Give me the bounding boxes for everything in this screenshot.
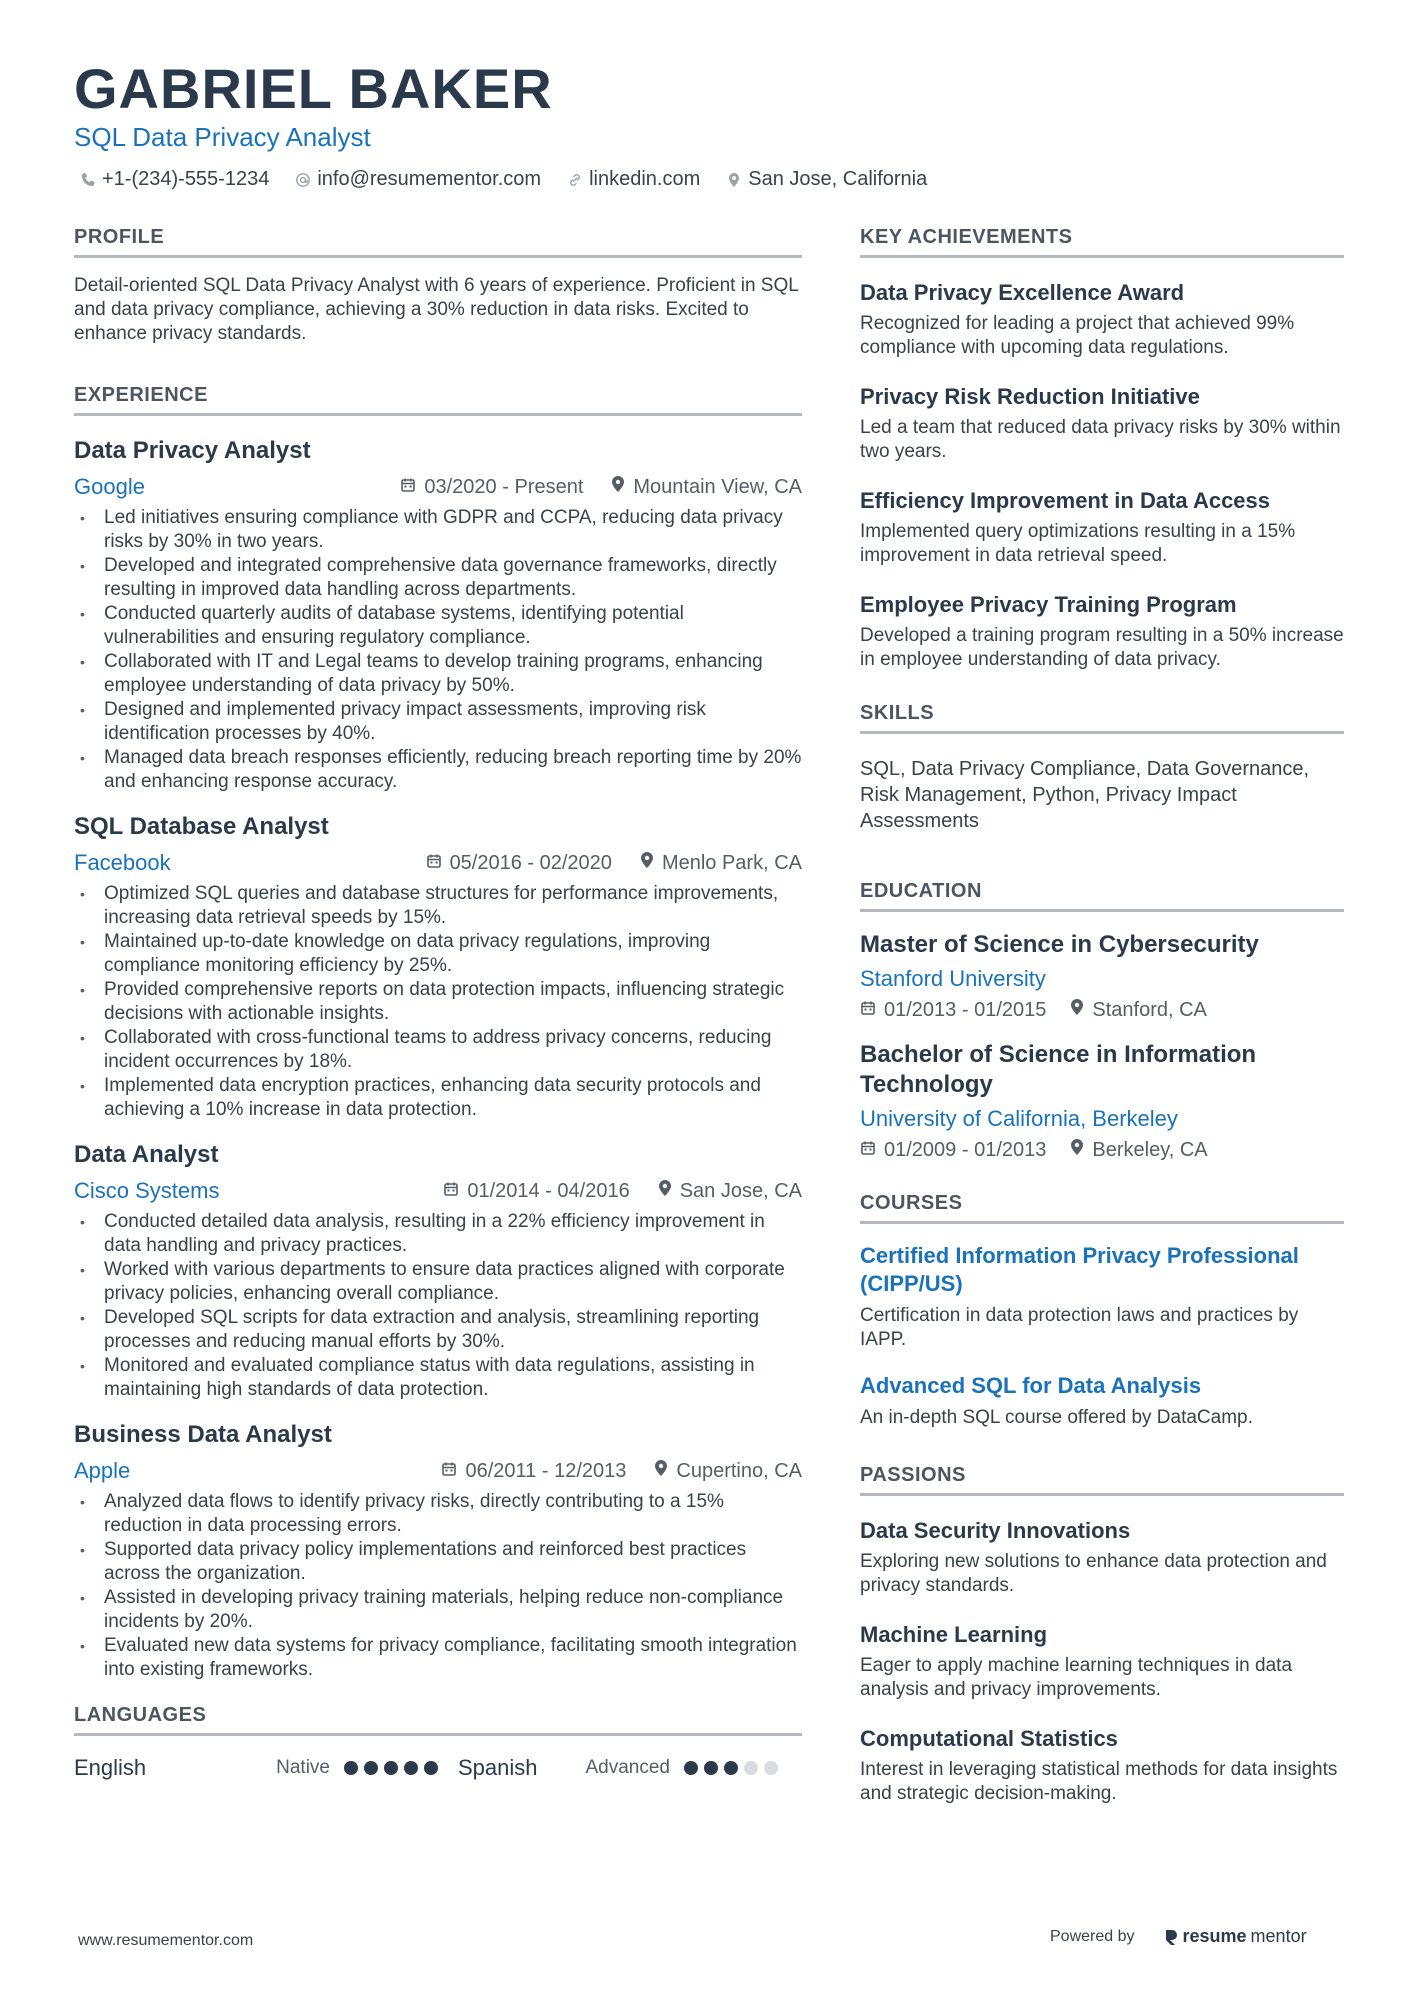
contact-location <box>726 168 927 191</box>
course-title: Certified Information Privacy Professional (CIPP/US) <box>860 1243 1299 1296</box>
date-range <box>860 1138 1046 1162</box>
proficiency-dot <box>724 1761 738 1775</box>
meta-row <box>400 475 802 499</box>
date-text: 06/2011 - 12/2013 <box>465 1459 627 1482</box>
date-range <box>400 475 583 499</box>
job-location <box>1070 998 1207 1022</box>
brand-mark-icon <box>1163 1928 1179 1946</box>
contact-phone <box>80 168 269 191</box>
achievement-title: Privacy Risk Reduction Initiative <box>860 384 1200 409</box>
passion-title: Computational Statistics <box>860 1726 1118 1751</box>
location-pin-icon <box>658 1179 672 1203</box>
location-text: Mountain View, CA <box>633 475 802 498</box>
bullet-item: • Designed and implemented privacy impact assessments, improving risk identification processes by 40%. <box>74 698 802 746</box>
achievement-item <box>860 486 1344 568</box>
experience-section <box>74 384 802 1682</box>
achievement-item <box>860 278 1344 360</box>
calendar-icon <box>441 1460 457 1483</box>
courses-section <box>860 1192 1344 1430</box>
course-desc: Certification in data protection laws and practices by IAPP. <box>860 1305 1299 1350</box>
passion-item <box>860 1724 1344 1806</box>
bullet-item: • Analyzed data flows to identify privacy risks, directly contributing to a 15% reduction in data processing errors. <box>74 1490 802 1538</box>
bullet-item: • Evaluated new data systems for privacy compliance, facilitating smooth integration into existing frameworks. <box>74 1634 802 1682</box>
degree-title: Master of Science in Cybersecurity <box>860 931 1259 958</box>
job-company-row <box>74 848 802 878</box>
school-name: University of California, Berkeley <box>860 1106 1178 1131</box>
brand-suffix: mentor <box>1250 1926 1307 1946</box>
date-range <box>443 1179 629 1203</box>
passion-item <box>860 1516 1344 1598</box>
candidate-name: GABRIEL BAKER <box>74 57 553 120</box>
skills-section <box>860 702 1344 834</box>
location-pin-icon <box>726 172 742 188</box>
achievement-title: Efficiency Improvement in Data Access <box>860 488 1271 513</box>
calendar-icon <box>860 1139 876 1162</box>
phone-icon <box>80 172 96 188</box>
job-company-row <box>74 1456 802 1486</box>
language-list <box>74 1748 802 1788</box>
passion-desc: Interest in leveraging statistical methods for data insights and strategic decision-making. <box>860 1759 1338 1804</box>
bullet-item: • Maintained up-to-date knowledge on data privacy regulations, improving compliance monitoring efficiency by 25%. <box>74 930 802 978</box>
course-item <box>860 1372 1344 1430</box>
job-location <box>658 1179 802 1203</box>
profile-heading: PROFILE <box>74 226 802 258</box>
meta-row <box>441 1459 802 1483</box>
bullet-item: • Supported data privacy policy implementations and reinforced best practices across the organization. <box>74 1538 802 1586</box>
candidate-title: SQL Data Privacy Analyst <box>74 122 371 152</box>
job-title: Business Data Analyst <box>74 1421 332 1448</box>
course-item <box>860 1242 1344 1352</box>
company-name: Apple <box>74 1458 131 1483</box>
brand-prefix: resume <box>1182 1926 1247 1946</box>
education-section <box>860 880 1344 1162</box>
left-column <box>74 226 802 1788</box>
location-text: San Jose, CA <box>679 1179 802 1202</box>
proficiency-dot <box>684 1761 698 1775</box>
brand-logo <box>1163 1926 1307 1947</box>
proficiency-dots <box>344 1761 438 1775</box>
date-range <box>860 998 1046 1022</box>
achievement-list <box>860 278 1344 672</box>
calendar-icon <box>400 476 416 499</box>
meta-row <box>860 998 1344 1022</box>
passion-desc: Exploring new solutions to enhance data protection and privacy standards. <box>860 1551 1327 1596</box>
location-pin-icon <box>640 851 654 875</box>
job-title: Data Privacy Analyst <box>74 437 311 464</box>
bullet-item: • Managed data breach responses efficiently, reducing breach reporting time by 20% and enhancing response accuracy. <box>74 746 802 794</box>
location-pin-icon <box>1070 998 1084 1022</box>
location-pin-icon <box>1070 1138 1084 1162</box>
bullet-item: • Conducted quarterly audits of database systems, identifying potential vulnerabilities and ensuring regulatory compliance. <box>74 602 802 650</box>
course-desc: An in-depth SQL course offered by DataCamp. <box>860 1407 1253 1428</box>
bullet-item: • Developed and integrated comprehensive data governance frameworks, directly resulting in improved data handling across departments. <box>74 554 802 602</box>
proficiency-dots <box>684 1761 778 1775</box>
skills-heading: SKILLS <box>860 702 1344 734</box>
location-pin-icon <box>611 475 625 499</box>
proficiency-dot <box>744 1761 758 1775</box>
achievements-heading: KEY ACHIEVEMENTS <box>860 226 1344 258</box>
bullet-item: • Monitored and evaluated compliance status with data regulations, assisting in maintaining high standards of data protection. <box>74 1354 802 1402</box>
contact-email[interactable] <box>295 168 541 191</box>
job-title: Data Analyst <box>74 1141 219 1168</box>
language-name: English <box>74 1755 147 1780</box>
date-range <box>441 1459 626 1483</box>
date-text: 01/2009 - 01/2013 <box>884 1138 1047 1161</box>
proficiency-dot <box>384 1761 398 1775</box>
bullet-item: • Conducted detailed data analysis, resulting in a 22% efficiency improvement in data handling and privacy practices. <box>74 1210 802 1258</box>
bullet-item: • Assisted in developing privacy training materials, helping reduce non-compliance incidents by 20%. <box>74 1586 802 1634</box>
company-name: Google <box>74 474 145 499</box>
bullet-item: • Optimized SQL queries and database structures for performance improvements, increasing data retrieval speeds by 15%. <box>74 882 802 930</box>
proficiency-dot <box>764 1761 778 1775</box>
job-bullets <box>74 506 802 794</box>
education-list <box>860 930 1344 1162</box>
email-text: info@resumementor.com <box>317 168 542 190</box>
profile-section <box>74 226 802 346</box>
achievement-title: Data Privacy Excellence Award <box>860 280 1185 305</box>
achievement-desc: Developed a training program resulting in a 50% increase in employee understanding of data privacy. <box>860 625 1344 670</box>
meta-row <box>443 1179 802 1203</box>
job-location <box>654 1459 802 1483</box>
date-text: 05/2016 - 02/2020 <box>449 851 612 874</box>
right-column <box>860 226 1344 1828</box>
job-location <box>611 475 802 499</box>
achievement-item <box>860 382 1344 464</box>
education-item <box>860 930 1344 1022</box>
job-bullets <box>74 1210 802 1402</box>
course-list <box>860 1242 1344 1430</box>
job-bullets <box>74 1490 802 1682</box>
job-entry <box>74 1140 802 1402</box>
language-level: Native <box>276 1757 330 1778</box>
achievement-desc: Led a team that reduced data privacy risks by 30% within two years. <box>860 417 1341 462</box>
language-level: Advanced <box>585 1757 670 1778</box>
location-pin-icon <box>654 1459 668 1483</box>
job-location <box>640 851 802 875</box>
languages-section <box>74 1704 802 1788</box>
language-name: Spanish <box>458 1755 538 1780</box>
date-text: 03/2020 - Present <box>424 475 584 498</box>
meta-row <box>426 851 802 875</box>
achievements-section <box>860 226 1344 672</box>
calendar-icon <box>860 999 876 1022</box>
proficiency-dot <box>404 1761 418 1775</box>
link-icon <box>567 172 583 188</box>
location-text: Stanford, CA <box>1092 998 1207 1021</box>
bullet-item: • Collaborated with cross-functional teams to address privacy concerns, reducing incident occurrences by 18%. <box>74 1026 802 1074</box>
job-entry <box>74 436 802 794</box>
proficiency-dot <box>424 1761 438 1775</box>
experience-heading: EXPERIENCE <box>74 384 802 416</box>
meta-row <box>860 1138 1344 1162</box>
course-title: Advanced SQL for Data Analysis <box>860 1373 1202 1398</box>
date-text: 01/2014 - 04/2016 <box>467 1179 630 1202</box>
achievement-desc: Implemented query optimizations resulting in a 15% improvement in data retrieval speed. <box>860 521 1296 566</box>
languages-heading: LANGUAGES <box>74 1704 802 1736</box>
bullet-item: • Worked with various departments to ensure data practices aligned with corporate privacy policies, enhancing overall compliance. <box>74 1258 802 1306</box>
date-text: 01/2013 - 01/2015 <box>884 998 1047 1021</box>
job-company-row <box>74 1176 802 1206</box>
location-text: Cupertino, CA <box>676 1459 802 1482</box>
job-location <box>1070 1138 1207 1162</box>
bullet-item: • Provided comprehensive reports on data protection impacts, influencing strategic decisions with actionable insights. <box>74 978 802 1026</box>
contact-linkedin[interactable] <box>567 168 700 191</box>
achievement-item <box>860 590 1344 672</box>
contact-bar <box>80 168 927 191</box>
bullet-item: • Implemented data encryption practices, enhancing data security protocols and achieving a 10% increase in data protection. <box>74 1074 802 1122</box>
passions-section <box>860 1464 1344 1806</box>
job-company-row <box>74 472 802 502</box>
language-item <box>458 1755 802 1781</box>
job-bullets <box>74 882 802 1122</box>
location-text: Berkeley, CA <box>1092 1138 1208 1161</box>
achievement-desc: Recognized for leading a project that achieved 99% compliance with upcoming data regulations. <box>860 313 1295 358</box>
education-item <box>860 1040 1344 1162</box>
job-title: SQL Database Analyst <box>74 813 329 840</box>
bullet-item: • Led initiatives ensuring compliance with GDPR and CCPA, reducing data privacy risks by 30% in two years. <box>74 506 802 554</box>
bullet-item: • Collaborated with IT and Legal teams to develop training programs, enhancing employee understanding of data privacy by 50%. <box>74 650 802 698</box>
passion-item <box>860 1620 1344 1702</box>
footer-powered <box>1050 1926 1307 1947</box>
job-entry <box>74 812 802 1122</box>
linkedin-text: linkedin.com <box>589 168 701 190</box>
footer-website[interactable]: www.resumementor.com <box>78 1932 254 1949</box>
proficiency-dot <box>364 1761 378 1775</box>
achievement-title: Employee Privacy Training Program <box>860 592 1237 617</box>
passion-desc: Eager to apply machine learning techniques in data analysis and privacy improvements. <box>860 1655 1293 1700</box>
company-name: Cisco Systems <box>74 1178 220 1203</box>
passion-list <box>860 1516 1344 1806</box>
school-name: Stanford University <box>860 966 1046 991</box>
passion-title: Data Security Innovations <box>860 1518 1131 1543</box>
proficiency-dot <box>704 1761 718 1775</box>
degree-title: Bachelor of Science in Information Technology <box>860 1041 1257 1098</box>
calendar-icon <box>443 1180 459 1203</box>
passion-title: Machine Learning <box>860 1622 1048 1647</box>
profile-text: Detail-oriented SQL Data Privacy Analyst with 6 years of experience. Proficient in SQL and data privacy compliance, achieving a 30% reduction in data risks. Excited to enhance privacy standards. <box>74 275 799 344</box>
company-name: Facebook <box>74 850 171 875</box>
phone-text: +1-(234)-555-1234 <box>102 168 270 190</box>
at-icon <box>295 172 311 188</box>
calendar-icon <box>426 852 442 875</box>
language-item <box>74 1755 458 1781</box>
courses-heading: COURSES <box>860 1192 1344 1224</box>
proficiency-dot <box>344 1761 358 1775</box>
location-text: San Jose, California <box>748 168 928 190</box>
education-heading: EDUCATION <box>860 880 1344 912</box>
location-text: Menlo Park, CA <box>661 851 802 874</box>
job-entry <box>74 1420 802 1682</box>
passions-heading: PASSIONS <box>860 1464 1344 1496</box>
powered-by-text: Powered by <box>1050 1927 1135 1945</box>
job-list <box>74 436 802 1682</box>
date-range <box>426 851 612 875</box>
bullet-item: • Developed SQL scripts for data extraction and analysis, streamlining reporting processes and reducing manual efforts by 30%. <box>74 1306 802 1354</box>
skills-text: SQL, Data Privacy Compliance, Data Governance, Risk Management, Python, Privacy Impact Assessments <box>860 758 1310 832</box>
